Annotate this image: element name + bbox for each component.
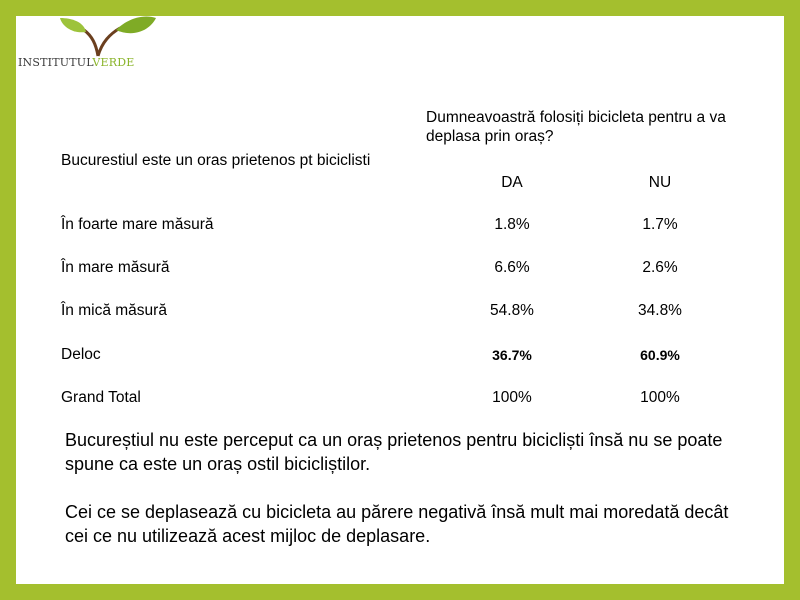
value-nu: 100% [640, 389, 680, 406]
row-label: Deloc [61, 346, 101, 363]
row-label: În foarte mare măsură [61, 216, 214, 233]
row-label: În mică măsură [61, 302, 167, 319]
summary-paragraph-2: Cei ce se deplasează cu bicicleta au părere negativă însă mult mai moredată decât cei ce nu utilizează acest mijloc de deplasare. [65, 502, 729, 546]
leaf-icon [58, 16, 158, 58]
value-nu: 34.8% [638, 302, 682, 319]
logo-text [18, 56, 135, 69]
table-row [16, 302, 784, 324]
value-nu: 2.6% [642, 259, 678, 276]
table-row [16, 259, 784, 281]
value-da: 36.7% [492, 347, 532, 363]
logo-word-verde: VERDE [92, 56, 135, 69]
table-row [16, 346, 784, 368]
value-da: 1.8% [494, 216, 530, 233]
row-label: Grand Total [61, 389, 141, 406]
value-nu: 60.9% [640, 347, 680, 363]
row-label: În mare măsură [61, 259, 170, 276]
row-header: Bucurestiul este un oras prietenos pt biciclisti [61, 152, 371, 169]
table-row [16, 216, 784, 238]
table-row [16, 389, 784, 411]
question-header: Dumneavoastră folosiți bicicleta pentru a va deplasa prin oraș? [426, 109, 726, 145]
slide [16, 16, 784, 584]
summary-paragraph-1: Bucureștiul nu este perceput ca un oraș prietenos pentru bicicliști însă nu se poate spune ca este un oraș ostil bicicliștilor. [65, 430, 723, 474]
column-header-da: DA [501, 174, 523, 191]
column-header-nu: NU [648, 174, 672, 191]
value-da: 100% [492, 389, 532, 406]
institutul-verde-logo [16, 16, 156, 86]
value-nu: 1.7% [642, 216, 678, 233]
value-da: 6.6% [494, 259, 530, 276]
value-da: 54.8% [490, 302, 534, 319]
logo-word-institutul: INSTITUTUL [18, 56, 93, 69]
